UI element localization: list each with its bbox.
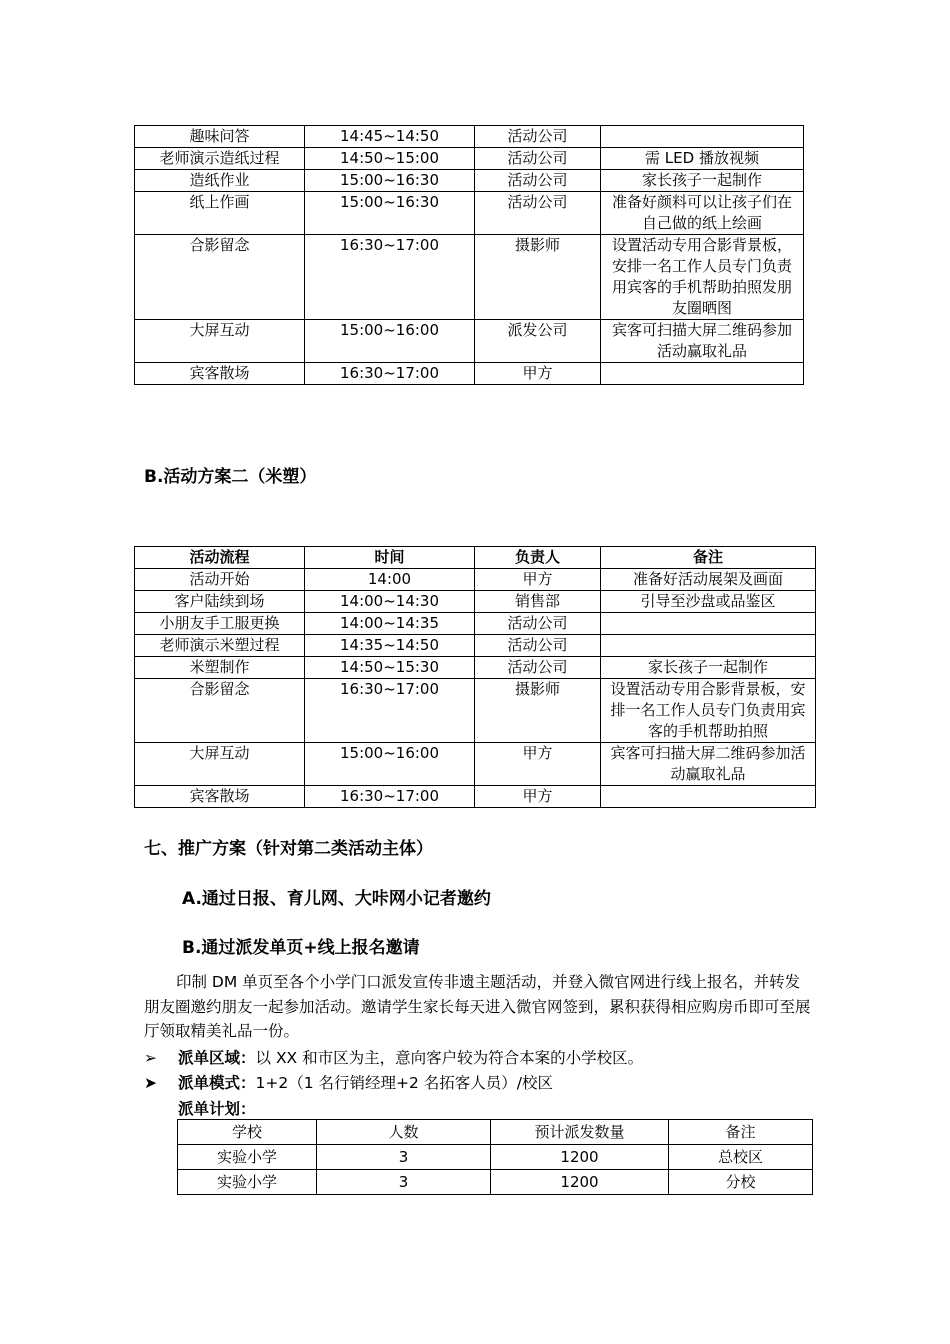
cell-time: 14:45~14:50 bbox=[305, 126, 475, 148]
cell-step: 造纸作业 bbox=[135, 170, 305, 192]
cell-step: 合影留念 bbox=[135, 235, 305, 320]
table-row bbox=[135, 635, 816, 657]
cell-step: 客户陆续到场 bbox=[135, 591, 305, 613]
table-row bbox=[135, 786, 816, 808]
cell-owner: 活动公司 bbox=[475, 126, 601, 148]
bullet-arrow-icon: ➤ bbox=[144, 1074, 157, 1092]
cell-note: 家长孩子一起制作 bbox=[601, 657, 816, 679]
cell-note: 设置活动专用合影背景板，安排一名工作人员专门负责用宾客的手机帮助拍照 bbox=[601, 679, 816, 743]
cell-qty: 1200 bbox=[491, 1170, 669, 1195]
cell-time: 16:30~17:00 bbox=[305, 363, 475, 385]
schedule-table-2 bbox=[134, 546, 816, 808]
bullet-distribution-mode bbox=[144, 1071, 553, 1093]
cell-note bbox=[601, 363, 804, 385]
cell-note bbox=[601, 635, 816, 657]
cell-owner: 活动公司 bbox=[475, 148, 601, 170]
cell-time: 14:35~14:50 bbox=[305, 635, 475, 657]
header-note: 备注 bbox=[601, 547, 816, 569]
cell-note: 分校 bbox=[669, 1170, 813, 1195]
table-row bbox=[135, 320, 804, 363]
table-row bbox=[178, 1145, 813, 1170]
header-qty: 预计派发数量 bbox=[491, 1120, 669, 1145]
cell-owner: 甲方 bbox=[475, 363, 601, 385]
cell-owner: 摄影师 bbox=[475, 235, 601, 320]
cell-qty: 1200 bbox=[491, 1145, 669, 1170]
schedule-table-1-body bbox=[135, 126, 804, 385]
table-row bbox=[178, 1170, 813, 1195]
cell-owner: 活动公司 bbox=[475, 613, 601, 635]
sub-b-title: B.通过派发单页+线上报名邀请 bbox=[182, 938, 420, 958]
cell-note: 准备好颜料可以让孩子们在自己做的纸上绘画 bbox=[601, 192, 804, 235]
table-row bbox=[135, 192, 804, 235]
cell-step: 米塑制作 bbox=[135, 657, 305, 679]
cell-owner: 活动公司 bbox=[475, 657, 601, 679]
table-row bbox=[135, 569, 816, 591]
cell-step: 纸上作画 bbox=[135, 192, 305, 235]
header-owner: 负责人 bbox=[475, 547, 601, 569]
section7-title: 七、推广方案（针对第二类活动主体） bbox=[144, 839, 433, 859]
cell-note: 设置活动专用合影背景板，安排一名工作人员专门负责用宾客的手机帮助拍照发朋友圈晒图 bbox=[601, 235, 804, 320]
cell-time: 14:50~15:30 bbox=[305, 657, 475, 679]
header-step: 活动流程 bbox=[135, 547, 305, 569]
cell-time: 14:00 bbox=[305, 569, 475, 591]
table-row bbox=[135, 679, 816, 743]
cell-note: 准备好活动展架及画面 bbox=[601, 569, 816, 591]
cell-time: 15:00~16:00 bbox=[305, 320, 475, 363]
bullet-text: 以 XX 和市区为主，意向客户较为符合本案的小学校区。 bbox=[255, 1049, 644, 1067]
cell-time: 16:30~17:00 bbox=[305, 235, 475, 320]
cell-owner: 甲方 bbox=[475, 786, 601, 808]
header-people: 人数 bbox=[317, 1120, 491, 1145]
schedule-table-2-body bbox=[135, 569, 816, 808]
cell-step: 老师演示米塑过程 bbox=[135, 635, 305, 657]
cell-step: 趣味问答 bbox=[135, 126, 305, 148]
header-school: 学校 bbox=[178, 1120, 317, 1145]
cell-step: 宾客散场 bbox=[135, 363, 305, 385]
cell-school: 实验小学 bbox=[178, 1145, 317, 1170]
cell-owner: 活动公司 bbox=[475, 192, 601, 235]
cell-owner: 甲方 bbox=[475, 743, 601, 786]
cell-note: 宾客可扫描大屏二维码参加活动赢取礼品 bbox=[601, 320, 804, 363]
cell-owner: 活动公司 bbox=[475, 635, 601, 657]
table-row bbox=[135, 170, 804, 192]
cell-step: 合影留念 bbox=[135, 679, 305, 743]
cell-time: 15:00~16:00 bbox=[305, 743, 475, 786]
cell-time: 14:50~15:00 bbox=[305, 148, 475, 170]
table-row bbox=[135, 126, 804, 148]
cell-time: 16:30~17:00 bbox=[305, 786, 475, 808]
table-row bbox=[135, 235, 804, 320]
cell-step: 活动开始 bbox=[135, 569, 305, 591]
cell-step: 老师演示造纸过程 bbox=[135, 148, 305, 170]
bullet-arrow-icon: ➢ bbox=[144, 1049, 157, 1067]
table-row bbox=[135, 591, 816, 613]
cell-note: 需 LED 播放视频 bbox=[601, 148, 804, 170]
cell-step: 大屏互动 bbox=[135, 320, 305, 363]
table-row bbox=[135, 148, 804, 170]
cell-step: 小朋友手工服更换 bbox=[135, 613, 305, 635]
header-time: 时间 bbox=[305, 547, 475, 569]
table-row bbox=[135, 657, 816, 679]
sub-a-title: A.通过日报、育儿网、大咔网小记者邀约 bbox=[182, 889, 491, 909]
table-header-row bbox=[135, 547, 816, 569]
cell-owner: 甲方 bbox=[475, 569, 601, 591]
table-row bbox=[135, 613, 816, 635]
cell-owner: 销售部 bbox=[475, 591, 601, 613]
cell-time: 14:00~14:30 bbox=[305, 591, 475, 613]
cell-people: 3 bbox=[317, 1145, 491, 1170]
cell-time: 15:00~16:30 bbox=[305, 170, 475, 192]
cell-owner: 派发公司 bbox=[475, 320, 601, 363]
bullet-label: 派单模式： bbox=[178, 1074, 256, 1092]
cell-note: 家长孩子一起制作 bbox=[601, 170, 804, 192]
cell-school: 实验小学 bbox=[178, 1170, 317, 1195]
schedule-table-1 bbox=[134, 125, 804, 385]
cell-note bbox=[601, 126, 804, 148]
bullet-text: 1+2（1 名行销经理+2 名拓客人员）/校区 bbox=[255, 1074, 554, 1092]
plan-label: 派单计划： bbox=[178, 1100, 256, 1118]
cell-owner: 摄影师 bbox=[475, 679, 601, 743]
header-note: 备注 bbox=[669, 1120, 813, 1145]
cell-note bbox=[601, 786, 816, 808]
distribution-plan-table-body bbox=[178, 1145, 813, 1195]
cell-note: 引导至沙盘或品鉴区 bbox=[601, 591, 816, 613]
distribution-plan-table bbox=[177, 1119, 813, 1195]
cell-step: 大屏互动 bbox=[135, 743, 305, 786]
section-b-title: B.活动方案二（米塑） bbox=[144, 467, 317, 487]
bullet-label: 派单区域： bbox=[178, 1049, 256, 1067]
cell-time: 16:30~17:00 bbox=[305, 679, 475, 743]
cell-note: 宾客可扫描大屏二维码参加活动赢取礼品 bbox=[601, 743, 816, 786]
table-row bbox=[135, 363, 804, 385]
cell-time: 14:00~14:35 bbox=[305, 613, 475, 635]
table-header-row bbox=[178, 1120, 813, 1145]
cell-note bbox=[601, 613, 816, 635]
cell-owner: 活动公司 bbox=[475, 170, 601, 192]
cell-time: 15:00~16:30 bbox=[305, 192, 475, 235]
cell-people: 3 bbox=[317, 1170, 491, 1195]
cell-note: 总校区 bbox=[669, 1145, 813, 1170]
table-row bbox=[135, 743, 816, 786]
promotion-paragraph: 印制 DM 单页至各个小学门口派发宣传非遗主题活动，并登入微官网进行线上报名，并转发朋友圈邀约朋友一起参加活动。邀请学生家长每天进入微官网签到，累积获得相应购房币即可至展厅领取精美礼品一份。 bbox=[144, 973, 811, 1040]
cell-step: 宾客散场 bbox=[135, 786, 305, 808]
bullet-distribution-area bbox=[144, 1046, 643, 1068]
